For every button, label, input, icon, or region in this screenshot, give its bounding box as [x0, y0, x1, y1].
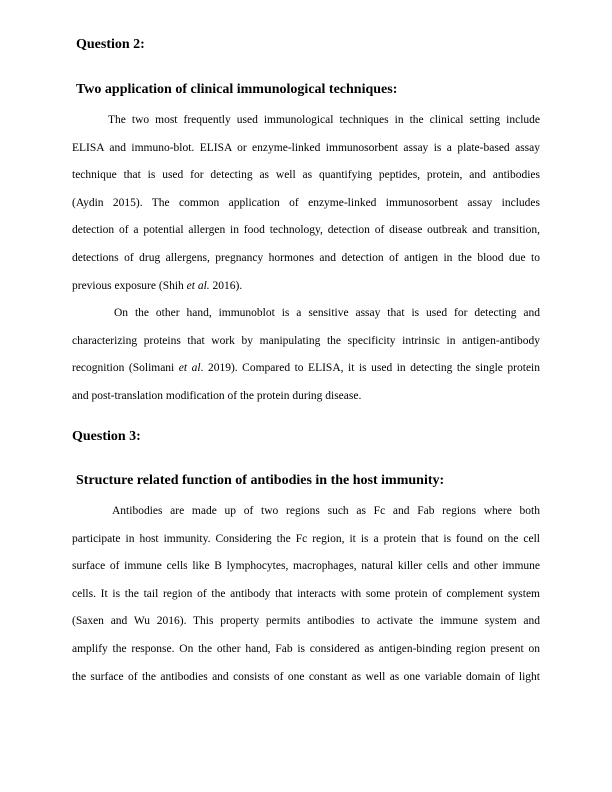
paragraph-line: (Saxen and Wu 2016). This property permits antibodies to activate the immune system and: [72, 615, 540, 628]
paragraph-line: Antibodies are made up of two regions such as Fc and Fab regions where both: [112, 505, 540, 517]
paragraph-line: surface of immune cells like B lymphocytes, macrophages, natural killer cells and other immune: [72, 560, 540, 573]
question-2-subheading: Two application of clinical immunological techniques:: [76, 82, 398, 97]
paragraph-line: (Aydin 2015). The common application of enzyme-linked immunosorbent assay includes: [72, 196, 540, 209]
citation-italic: et al: [178, 362, 201, 375]
question-3-subheading: Structure related function of antibodies in the host immunity:: [76, 473, 445, 488]
paragraph-line: technique that is used for detecting as well as quantifying peptides, protein, and antibodies: [72, 169, 540, 182]
paragraph-line: characterizing proteins that work by manipulating the specificity intrinsic in antigen-antibody: [72, 334, 540, 347]
question-2-paragraph-1: [72, 112, 540, 305]
citation-italic: et al.: [186, 279, 210, 292]
paragraph-line: detection of a potential allergen in food technology, detection of disease outbreak and transition,: [72, 224, 540, 237]
paragraph-line: [72, 360, 540, 388]
question-2-heading: Question 2:: [76, 37, 145, 52]
paragraph-line: the surface of the antibodies and consists of one constant as well as one variable domain of light: [72, 670, 540, 683]
citation-year: . 2019). Compared to ELISA, it is used in detecting the single protein: [200, 362, 540, 375]
question-3-heading: Question 3:: [72, 429, 141, 444]
paragraph-line: detections of drug allergens, pregnancy hormones and detection of antigen in the blood due to: [72, 251, 540, 264]
paragraph-line: The two most frequently used immunological techniques in the clinical setting include: [108, 114, 540, 126]
citation-year: 2016).: [209, 279, 243, 292]
question-3-paragraph-1: [72, 503, 540, 696]
paragraph-line: [72, 278, 540, 306]
paragraph-line: On the other hand, immunoblot is a sensitive assay that is used for detecting and: [114, 307, 540, 319]
paragraph-line: and post-translation modification of the protein during disease.: [72, 389, 362, 402]
paragraph-line: participate in host immunity. Considering the Fc region, it is a protein that is found on the cell: [72, 532, 540, 545]
paragraph-line: cells. It is the tail region of the antibody that interacts with some protein of complement system: [72, 587, 540, 600]
paragraph-line: ELISA and immuno-blot. ELISA or enzyme-linked immunosorbent assay is a plate-based assay: [72, 141, 540, 154]
paragraph-line: amplify the response. On the other hand, Fab is considered as antigen-binding region present on: [72, 642, 540, 655]
question-2-paragraph-2: [72, 305, 540, 415]
citation-text: previous exposure (Shih: [72, 279, 187, 292]
citation-text: recognition (Solimani: [72, 362, 179, 375]
